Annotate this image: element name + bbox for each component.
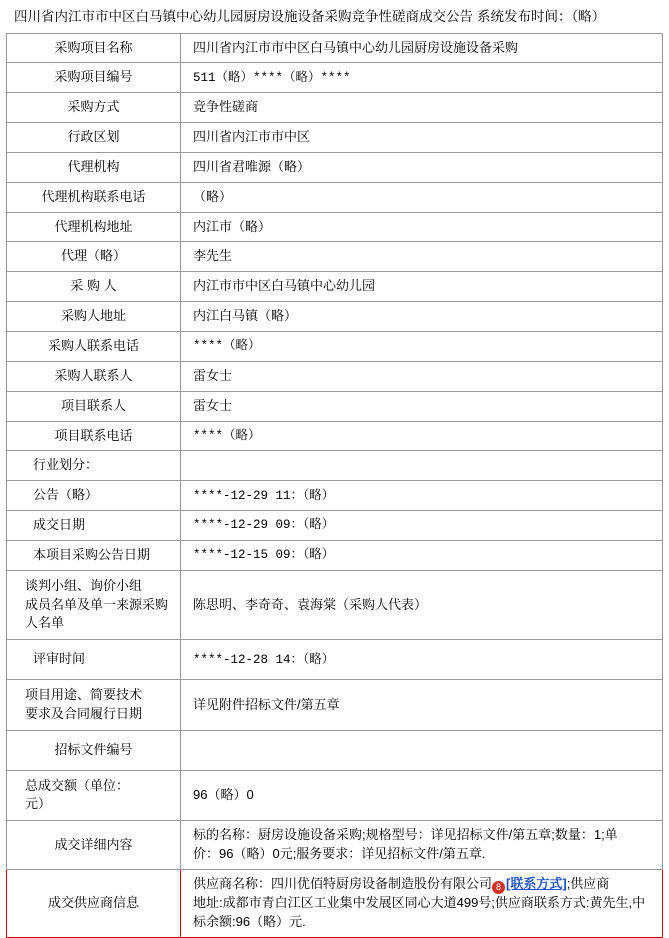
row-label: 代理机构联系电话 <box>7 182 181 212</box>
row-label: 成交详细内容 <box>7 821 181 870</box>
row-value: 四川省内江市市中区 <box>181 123 663 153</box>
row-label: 本项目采购公告日期 <box>7 540 181 570</box>
table-row <box>7 152 663 182</box>
row-label: 代理（略） <box>7 242 181 272</box>
row-value: 陈思明、李奇奇、袁海棠（采购人代表） <box>181 570 663 640</box>
row-value: （略） <box>181 182 663 212</box>
label-line: 元） <box>25 796 52 812</box>
row-value: 511（略）****（略）**** <box>181 63 663 93</box>
row-label: 代理机构地址 <box>7 212 181 242</box>
page-title <box>0 0 669 33</box>
table-row <box>7 33 663 63</box>
row-label: 采购方式 <box>7 93 181 123</box>
detail-line: 标的名称：厨房设施设备采购;规格型号：详见招标文件/第五章;数量：1;单 <box>193 827 618 843</box>
table-row <box>7 481 663 511</box>
purpose-row <box>7 680 663 731</box>
row-label: 采购人联系电话 <box>7 331 181 361</box>
row-value: ****-12-15 09：（略） <box>181 540 663 570</box>
label-line: 人名单 <box>25 615 65 631</box>
announcement-table <box>6 33 663 938</box>
row-value: ****-12-29 11：（略） <box>181 481 663 511</box>
row-label: 评审时间 <box>7 640 181 680</box>
label-line: 谈判小组、询价小组 <box>25 577 143 593</box>
supplier-name-text: 供应商名称：四川优佰特厨房设备制造股份有限公司 <box>193 876 493 892</box>
label-line: 总成交额（单位： <box>25 777 130 793</box>
row-label <box>7 680 181 731</box>
table-row <box>7 242 663 272</box>
row-value: 竞争性磋商 <box>181 93 663 123</box>
row-label: 行政区划 <box>7 123 181 153</box>
row-value: 内江市市中区白马镇中心幼儿园 <box>181 272 663 302</box>
total-amount-row <box>7 770 663 821</box>
table-row <box>7 93 663 123</box>
supplier-line-2: 地址:成都市青白江区工业集中发展区同心大道499号;供应商联系方式:黄先生,中 <box>193 895 646 911</box>
detail-line: 价：96（略）0元;服务要求：详见招标文件/第五章. <box>193 846 486 862</box>
row-label: 公告（略） <box>7 481 181 511</box>
announcement-title: 四川省内江市市中区白马镇中心幼儿园厨房设施设备采购竞争性磋商成交公告 <box>14 9 473 24</box>
contact-link-label: [联系方式] <box>506 876 567 892</box>
row-value: 雷女士 <box>181 361 663 391</box>
label-line: 成员名单及单一来源采购 <box>25 596 169 612</box>
contact-link[interactable] <box>492 875 567 894</box>
row-value: 96（略）0 <box>181 770 663 821</box>
row-value: ****-12-28 14：（略） <box>181 640 663 680</box>
detail-content-row <box>7 821 663 870</box>
row-value: 李先生 <box>181 242 663 272</box>
table-row <box>7 421 663 451</box>
row-label: 代理机构 <box>7 152 181 182</box>
row-value: ****（略） <box>181 331 663 361</box>
supplier-line-1-suffix: ;供应商 <box>566 876 610 892</box>
table-row <box>7 511 663 541</box>
row-label: 采购项目名称 <box>7 33 181 63</box>
doc-number-row <box>7 730 663 770</box>
row-value: 雷女士 <box>181 391 663 421</box>
label-line: 项目用途、简要技术 <box>25 687 143 703</box>
supplier-line-1 <box>193 875 654 894</box>
table-row <box>7 123 663 153</box>
row-label: 行业划分： <box>7 451 181 481</box>
label-line: 要求及合同履行日期 <box>25 705 143 721</box>
row-value <box>181 870 663 938</box>
negotiation-members-row <box>7 570 663 640</box>
table-body <box>7 33 663 937</box>
review-time-row <box>7 640 663 680</box>
row-value: 详见附件招标文件/第五章 <box>181 680 663 731</box>
row-label: 采 购 人 <box>7 272 181 302</box>
table-row <box>7 302 663 332</box>
row-label: 项目联系人 <box>7 391 181 421</box>
publish-time-label: 系统发布时间：（略） <box>477 9 606 24</box>
table-row <box>7 63 663 93</box>
row-value <box>181 730 663 770</box>
row-value <box>181 821 663 870</box>
row-label: 成交供应商信息 <box>7 870 181 938</box>
row-label <box>7 570 181 640</box>
row-label: 采购人地址 <box>7 302 181 332</box>
phone-badge-icon: 8 <box>492 881 505 894</box>
table-row <box>7 451 663 481</box>
row-label: 成交日期 <box>7 511 181 541</box>
table-row <box>7 331 663 361</box>
row-value: 四川省君唯源（略） <box>181 152 663 182</box>
row-value: ****（略） <box>181 421 663 451</box>
row-value: ****-12-29 09：（略） <box>181 511 663 541</box>
row-label <box>7 770 181 821</box>
row-label: 采购项目编号 <box>7 63 181 93</box>
table-row <box>7 540 663 570</box>
table-row <box>7 182 663 212</box>
supplier-line-3: 标余额:96（略）元. <box>193 913 306 929</box>
row-value: 内江市（略） <box>181 212 663 242</box>
table-row <box>7 391 663 421</box>
row-label: 采购人联系人 <box>7 361 181 391</box>
table-row <box>7 212 663 242</box>
table-row <box>7 272 663 302</box>
row-value: 四川省内江市市中区白马镇中心幼儿园厨房设施设备采购 <box>181 33 663 63</box>
supplier-info-row <box>7 870 663 938</box>
table-row <box>7 361 663 391</box>
row-label: 招标文件编号 <box>7 730 181 770</box>
row-label: 项目联系电话 <box>7 421 181 451</box>
row-value: 内江白马镇（略） <box>181 302 663 332</box>
row-value <box>181 451 663 481</box>
